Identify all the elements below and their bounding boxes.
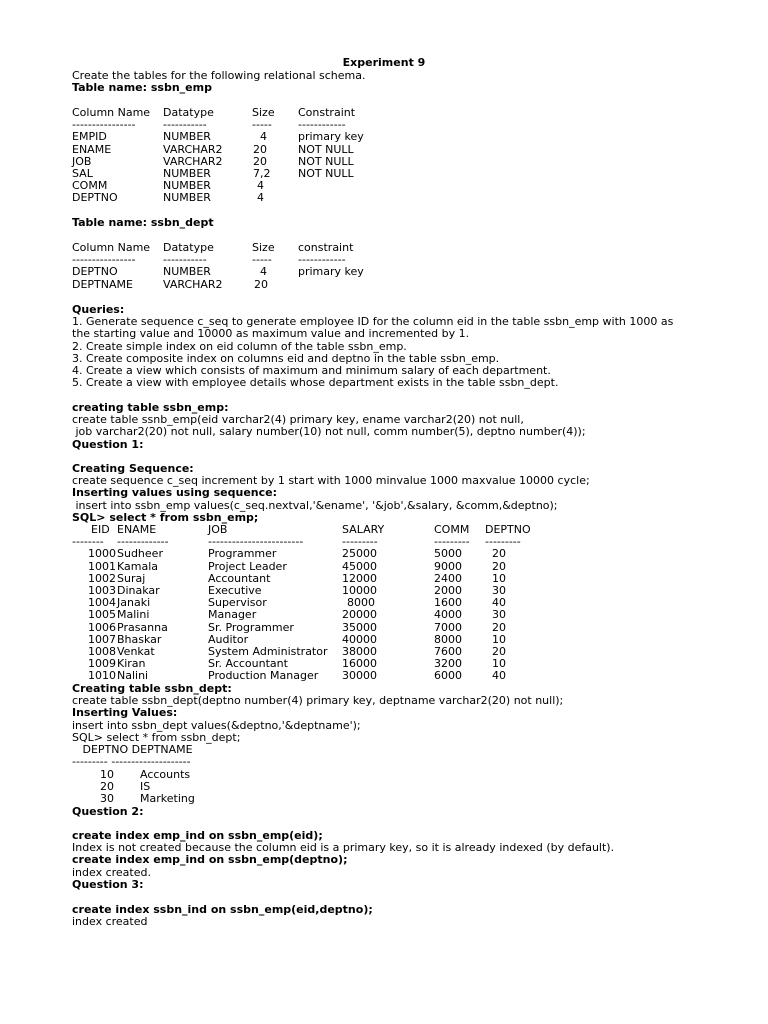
divider: ----------- (163, 253, 207, 267)
query-line: 5. Create a view with employee details whose department exists in the table ssbn_dept. (72, 376, 559, 390)
table-cell: Kiran (117, 657, 146, 671)
divider: ----- (252, 118, 272, 132)
table-cell: NOT NULL (298, 154, 354, 168)
q3-section (72, 904, 712, 928)
query-line: 4. Create a view which consists of maximum and minimum salary of each department. (72, 363, 551, 377)
table-cell: 1010 (88, 669, 116, 683)
table-cell: primary key (298, 130, 364, 144)
section-heading: creating table ssbn_emp: (72, 401, 229, 414)
code-line: create index ssbn_ind on ssbn_emp(eid,deptno); (72, 903, 373, 916)
table-cell: Prasanna (117, 620, 168, 634)
table-cell: 10 (492, 632, 506, 646)
table-cell: 1006 (88, 620, 116, 634)
query-line: 1. Generate sequence c_seq to generate employee ID for the column eid in the table ssbn_emp with 1000 as (72, 315, 674, 329)
divider: -------- (72, 535, 104, 549)
table-cell: 20 (254, 277, 268, 291)
table-cell: Auditor (208, 632, 249, 646)
table-cell: 4 (257, 179, 264, 193)
table-cell: 1008 (88, 644, 116, 658)
table-cell: Manager (208, 608, 257, 622)
column-header: SALARY (342, 523, 385, 536)
table-cell: 8000 (347, 596, 375, 610)
queries-section (72, 304, 712, 389)
question-heading: Question 3: (72, 877, 144, 891)
table-cell: 20000 (342, 608, 377, 622)
table-cell: 1004 (88, 596, 116, 610)
table-cell: 7600 (434, 644, 462, 658)
table-cell: DEPTNAME (72, 277, 133, 291)
table-cell: 40 (492, 669, 506, 683)
section-heading: Inserting Values: (72, 706, 178, 720)
column-header: Size (252, 106, 275, 119)
table-cell: primary key (298, 265, 364, 279)
code-line: create index emp_ind on ssbn_emp(eid); (72, 829, 323, 842)
code-line: create table ssbn_dept(deptno number(4) primary key, deptname varchar2(20) not null); (72, 694, 564, 708)
query-line: 2. Create simple index on eid column of the table ssbn_emp. (72, 339, 407, 353)
table-cell: Suraj (117, 571, 146, 585)
table-cell: 10 (100, 768, 114, 781)
divider: ----- (252, 253, 272, 267)
table-cell: 20 (492, 559, 506, 573)
table-cell: 20 (492, 620, 506, 634)
create-emp-section (72, 402, 712, 451)
table-cell: 20 (100, 780, 114, 794)
intro-text: Create the tables for the following relational schema. (72, 69, 366, 82)
result-line: index created. (72, 865, 151, 879)
dept-schema-heading: Table name: ssbn_dept (72, 216, 214, 229)
column-header: JOB (208, 523, 228, 536)
queries-heading: Queries: (72, 303, 125, 316)
table-cell: 20 (253, 154, 267, 168)
table-cell: 30 (100, 792, 114, 806)
create-dept-section (72, 683, 712, 768)
table-cell: 4000 (434, 608, 462, 622)
section-heading: Creating table ssbn_dept: (72, 682, 232, 695)
code-line: SQL> select * from ssbn_dept; (72, 730, 241, 744)
table-cell: NUMBER (163, 130, 211, 144)
table-cell: 10 (492, 657, 506, 671)
table-cell: Sr. Accountant (208, 657, 288, 671)
table-cell: 35000 (342, 620, 377, 634)
table-cell: 7,2 (253, 166, 271, 180)
query-line: the starting value and 10000 as maximum value and incremented by 1. (72, 327, 470, 341)
table-cell: NOT NULL (298, 166, 354, 180)
result-line: index created (72, 915, 148, 929)
emp-schema-heading: Table name: ssbn_emp (72, 81, 212, 94)
table-cell: NUMBER (163, 265, 211, 279)
code-line: create index emp_ind on ssbn_emp(deptno); (72, 853, 348, 867)
table-cell: 1002 (88, 571, 116, 585)
table-cell: VARCHAR2 (163, 154, 223, 168)
table-cell: 1009 (88, 657, 116, 671)
column-header: Column Name (72, 106, 151, 119)
table-cell: 3200 (434, 657, 462, 671)
table-cell: 38000 (342, 644, 377, 658)
table-cell: 20 (492, 644, 506, 658)
column-header: Constraint (298, 106, 356, 119)
table-cell: 1005 (88, 608, 116, 622)
divider: ---------------- (72, 118, 136, 132)
code-line: create table ssnb_emp(eid varchar2(4) primary key, ename varchar2(20) not null, (72, 413, 524, 427)
column-header: Datatype (163, 106, 214, 119)
divider: ------------ (298, 118, 346, 132)
column-header: constraint (298, 241, 354, 254)
note-line: Index is not created because the column eid is a primary key, so it is already indexed (by default). (72, 841, 615, 855)
table-cell: 10 (492, 571, 506, 585)
column-header: DEPTNO (485, 523, 531, 536)
table-cell: DEPTNO (72, 265, 118, 279)
table-cell: NUMBER (163, 166, 211, 180)
table-cell: 7000 (434, 620, 462, 634)
table-cell: 20 (492, 547, 506, 561)
table-cell: Janaki (117, 596, 151, 610)
table-cell: Project Leader (208, 559, 287, 573)
table-cell: Supervisor (208, 596, 267, 610)
table-cell: Programmer (208, 547, 277, 561)
table-cell: 30000 (342, 669, 377, 683)
table-cell: NUMBER (163, 179, 211, 193)
table-cell: Marketing (140, 792, 195, 806)
section-heading: Inserting values using sequence: (72, 486, 278, 500)
divider: --------- (342, 535, 378, 549)
table-cell: System Administrator (208, 644, 328, 658)
table-cell: NUMBER (163, 191, 211, 205)
table-cell: 9000 (434, 559, 462, 573)
table-cell: Sudheer (117, 547, 163, 561)
table-cell: 1001 (88, 559, 116, 573)
table-cell: 10000 (342, 583, 377, 597)
table-cell: 12000 (342, 571, 377, 585)
question-heading: Question 2: (72, 805, 144, 818)
q2-section (72, 830, 712, 891)
code-line: insert into ssbn_dept values(&deptno,'&deptname'); (72, 718, 361, 732)
table-cell: IS (140, 780, 151, 794)
table-cell: SAL (72, 166, 93, 180)
divider: ----------- (163, 118, 207, 132)
table-cell: 2000 (434, 583, 462, 597)
question-heading: Question 1: (72, 437, 144, 451)
divider: --------- (485, 535, 521, 549)
column-header: Column Name (72, 241, 151, 254)
table-cell: 20 (253, 142, 267, 156)
table-cell: DEPTNO (72, 191, 118, 205)
table-cell: 1000 (88, 547, 116, 561)
table-cell: Accountant (208, 571, 271, 585)
table-cell: Accounts (140, 768, 191, 781)
table-cell: Dinakar (117, 583, 160, 597)
table-cell: Executive (208, 583, 262, 597)
table-cell: 4 (260, 130, 267, 144)
table-cell: Bhaskar (117, 632, 162, 646)
table-cell: 8000 (434, 632, 462, 646)
table-cell: COMM (72, 179, 108, 193)
column-header: COMM (434, 523, 470, 536)
divider: ---------------- (72, 253, 136, 267)
table-cell: Kamala (117, 559, 159, 573)
result-header: DEPTNO DEPTNAME (72, 742, 193, 756)
table-cell: VARCHAR2 (163, 142, 223, 156)
column-header: Datatype (163, 241, 214, 254)
table-cell: JOB (72, 154, 92, 168)
table-cell: Malini (117, 608, 150, 622)
table-cell: 1003 (88, 583, 116, 597)
table-cell: 1600 (434, 596, 462, 610)
table-cell: 25000 (342, 547, 377, 561)
result-divider: --------- -------------------- (72, 755, 191, 769)
divider: --------- (434, 535, 470, 549)
table-cell: Sr. Programmer (208, 620, 294, 634)
divider: ------------ (298, 253, 346, 267)
table-cell: 4 (260, 265, 267, 279)
code-line: insert into ssbn_emp values(c_seq.nextval,'&ename', '&job',&salary, &comm,&deptno); (72, 498, 558, 512)
section-heading: Creating Sequence: (72, 462, 194, 475)
code-line: SQL> select * from ssbn_emp; (72, 510, 259, 524)
table-cell: NOT NULL (298, 142, 354, 156)
divider: ------------- (117, 535, 169, 549)
table-cell: 45000 (342, 559, 377, 573)
divider: ------------------------ (208, 535, 304, 549)
code-line: create sequence c_seq increment by 1 start with 1000 minvalue 1000 maxvalue 10000 cycle; (72, 474, 590, 488)
column-header: Size (252, 241, 275, 254)
column-header: EID (91, 523, 110, 536)
table-cell: 40 (492, 596, 506, 610)
table-cell: Venkat (117, 644, 155, 658)
table-cell: 5000 (434, 547, 462, 561)
page-title: Experiment 9 (342, 56, 426, 69)
table-cell: 40000 (342, 632, 377, 646)
column-header: ENAME (117, 523, 157, 536)
code-line: job varchar2(20) not null, salary number(10) not null, comm number(5), deptno number(4)); (72, 425, 586, 439)
table-cell: 4 (257, 191, 264, 205)
table-cell: Production Manager (208, 669, 319, 683)
table-cell: 30 (492, 583, 506, 597)
table-cell: 30 (492, 608, 506, 622)
query-line: 3. Create composite index on columns eid and deptno in the table ssbn_emp. (72, 351, 500, 365)
table-cell: 6000 (434, 669, 462, 683)
table-cell: Nalini (117, 669, 149, 683)
sequence-section (72, 463, 712, 524)
table-cell: ENAME (72, 142, 112, 156)
table-cell: 16000 (342, 657, 377, 671)
table-cell: 2400 (434, 571, 462, 585)
table-cell: VARCHAR2 (163, 277, 223, 291)
table-cell: 1007 (88, 632, 116, 646)
table-cell: EMPID (72, 130, 107, 144)
